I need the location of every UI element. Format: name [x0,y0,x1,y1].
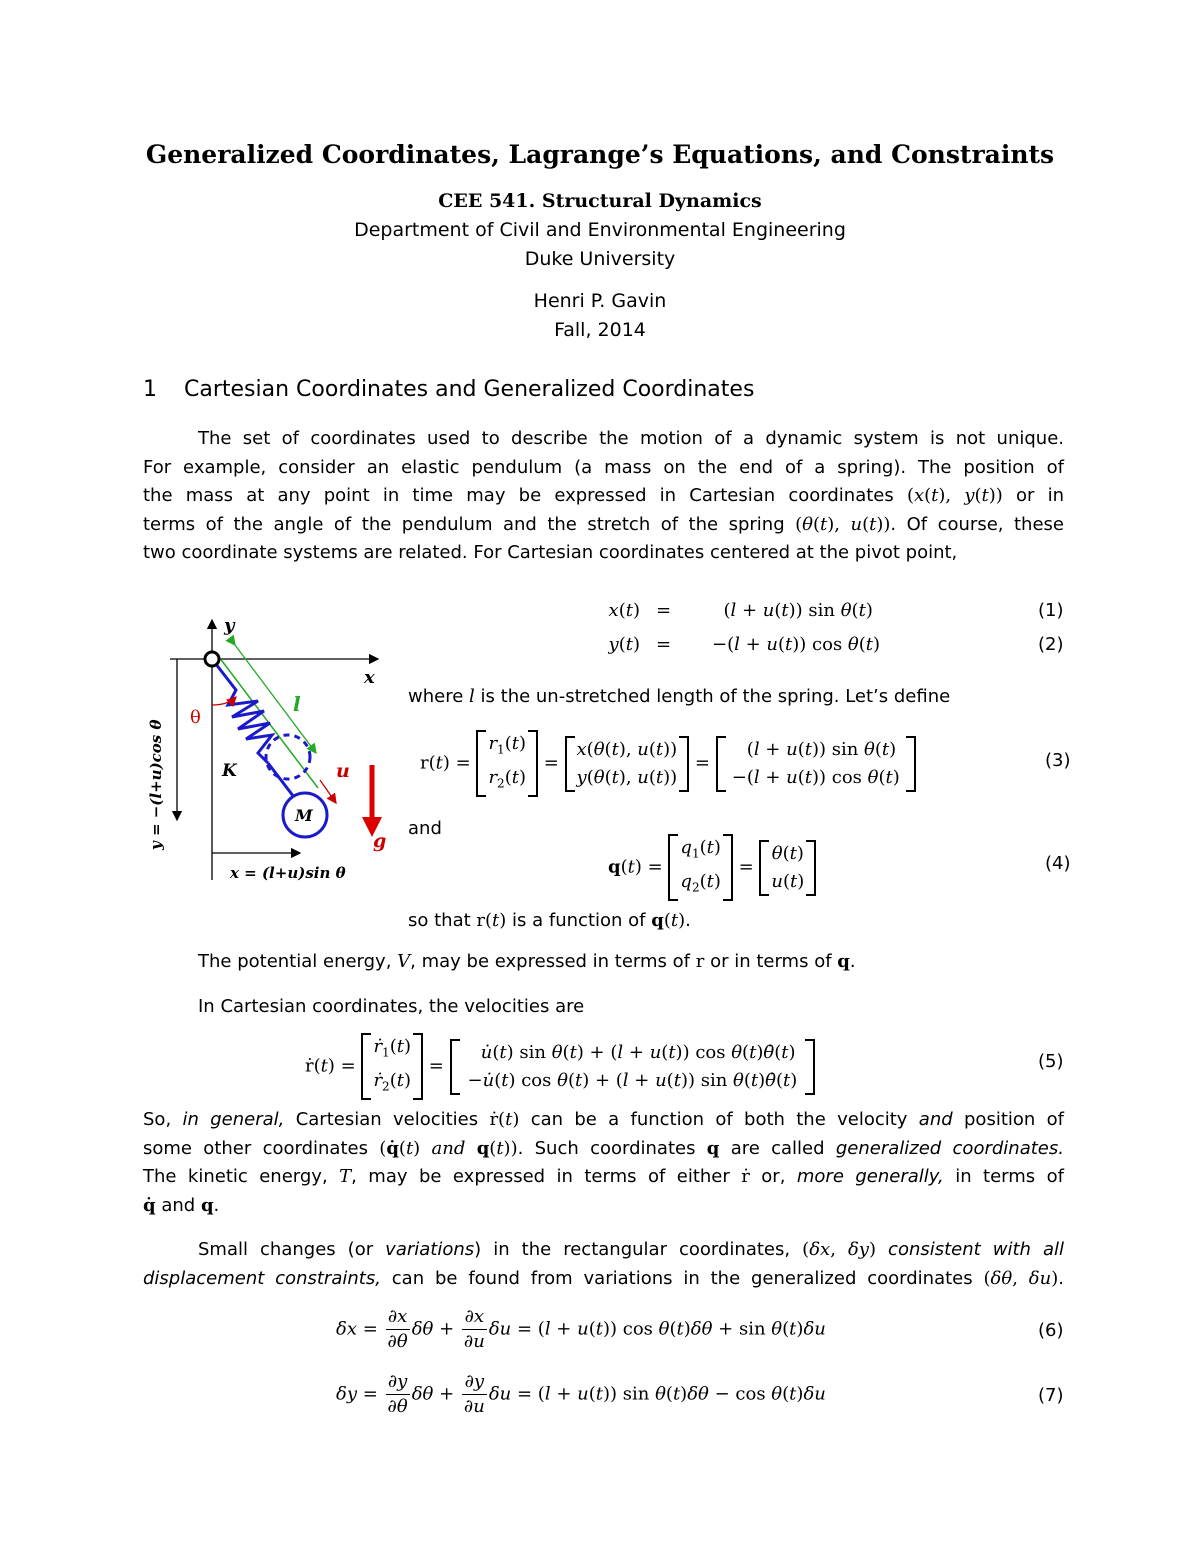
spring-constant-label: K [222,761,237,781]
eq2-lhs: y(t) [608,634,640,655]
eq7: δy = $\frac{\partial y}{\partial\theta}$ δθ + $\frac{\partial y}{\partial u}$ δu = (l + u(t)) sin θ(t)δθ − cos θ(t)δu [336,1371,826,1417]
eq5: ṙ(t) = ṙ$_1$(t) ṙ$_2$(t) = u̇(t) sin θ(t) + (l + u(t)) cos θ(t)θ̇(t) −u̇(t) cos θ(t) + (l + u(t)) sin θ(t)θ̇(t) [305,1033,815,1100]
para-line: q̇ and q. [143,1194,220,1216]
eq5-number: (5) [1038,1051,1064,1072]
eq7-number: (7) [1038,1385,1064,1406]
course-name: CEE 541. Structural Dynamics [438,190,762,212]
x-expression: x = (l+u)sin θ [230,864,346,882]
eq2-number: (2) [1038,634,1064,655]
para-line: Small changes (or variations) in the rectangular coordinates, (δx, δy) consistent with all [198,1239,1065,1260]
eq2-equals: = [656,634,672,655]
eq1-rhs: (l + u(t)) sin θ(t) [712,600,873,621]
eq3: $r(t) = r_1(t)$ $r_2(t) = x(\theta(t)$, u(t)) y(θ(t), u(t)) = (l + u(t)) sin θ(t) −(l + u(t)) cos θ(t) [420,730,916,797]
department: Department of Civil and Environmental Engineering [354,219,846,241]
generalized-paragraph [143,1106,1064,1220]
spring [212,659,272,763]
author: Henri P. Gavin [533,290,667,312]
eq6-number: (6) [1038,1320,1064,1341]
unstretched-mass [266,735,310,779]
length-label: l [293,692,301,716]
stretch-label: u [336,760,350,782]
eq1-equals: = [656,600,672,621]
variations-paragraph [143,1236,1064,1293]
cartesian-velocity-line: In Cartesian coordinates, the velocities are [198,996,585,1017]
intro-paragraph [143,425,1064,568]
para-line: The set of coordinates used to describe the motion of a dynamic system is not unique. [198,428,1064,449]
mass-label: M [295,806,313,825]
x-axis-label: x [364,667,375,688]
potential-energy-line: The potential energy, V, may be expressed in terms of r or in terms of q. [198,951,856,972]
para-line: two coordinate systems are related. For Cartesian coordinates centered at the pivot point, [143,542,958,564]
para-line: terms of the angle of the pendulum and the stretch of the spring (θ(t), u(t)). Of course, these [143,513,1064,535]
eq3-number: (3) [1045,750,1071,771]
where-line: where l is the un-stretched length of the spring. Let’s define [408,686,951,707]
eq6: δx = $\frac{\partial x}{\partial\theta}$ δθ + $\frac{\partial x}{\partial u}$ δu = (l + u(t)) cos θ(t)δθ + sin θ(t)δu [336,1306,826,1352]
y-expression: y = −(l+u)cos θ [147,719,165,850]
para-line: displacement constraints, can be found from variations in the generalized coordinates (δθ, δu). [143,1267,1064,1289]
paper-title: Generalized Coordinates, Lagrange’s Equations, and Constraints [145,140,1055,169]
pendulum-figure [140,605,405,890]
eq2-rhs: −(l + u(t)) cos θ(t) [712,634,881,655]
para-line: For example, consider an elastic pendulum (a mass on the end of a spring). The position of [143,456,1064,478]
section-title: Cartesian Coordinates and Generalized Coordinates [184,377,755,402]
term: Fall, 2014 [554,319,646,341]
pivot [205,652,219,666]
para-line: So, in general, Cartesian velocities ṙ(t) can be a function of both the velocity and position of [143,1109,1064,1130]
eq4-number: (4) [1045,853,1071,874]
eq4: $q(t) = q_1(t)$ $q_2(t) = \theta(t)$ u(t) [608,834,816,901]
section-number: 1 [143,377,157,402]
eq1-number: (1) [1038,600,1064,621]
para-line: some other coordinates (q̇(t) and q(t)). Such coordinates q are called generalized coordinates. [143,1137,1064,1159]
theta-label: θ [190,707,201,728]
so-that-line: so that r(t) is a function of q(t). [408,910,691,931]
para-line: the mass at any point in time may be expressed in Cartesian coordinates (x(t), y(t)) or in [143,485,1064,507]
eq1-lhs: x(t) [608,600,640,621]
and-text: and [408,818,442,839]
gravity-label: g [373,830,387,852]
university: Duke University [524,248,676,270]
section-heading [143,377,754,402]
para-line: The kinetic energy, T, may be expressed in terms of either ṙ or, more generally, in terms of [143,1166,1064,1188]
y-axis-label: y [224,615,235,636]
